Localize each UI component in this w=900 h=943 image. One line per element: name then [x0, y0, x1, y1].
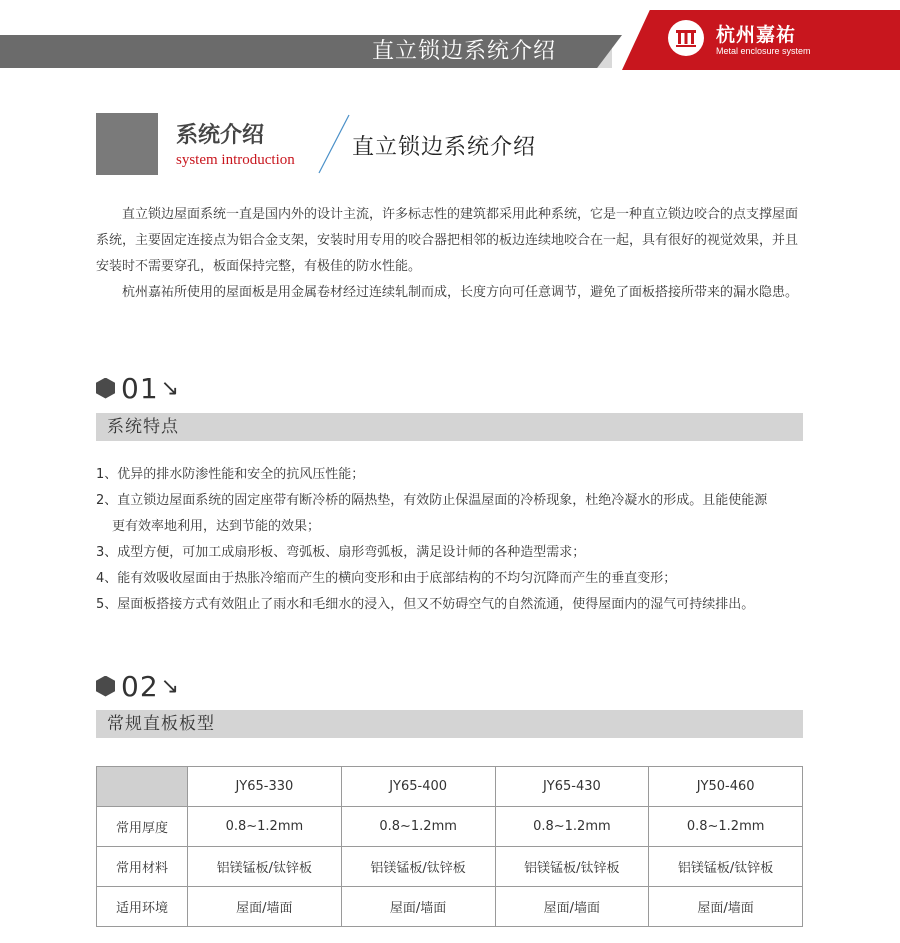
intro-decor-block — [96, 113, 158, 175]
table-cell: 屋面/墙面 — [341, 887, 495, 927]
feature-item: 3、成型方便，可加工成扇形板、弯弧板、扇形弯弧板，满足设计师的各种造型需求； — [96, 545, 586, 560]
slash-divider-icon — [316, 113, 352, 175]
arrow-down-right-icon: ↘ — [160, 673, 180, 699]
table-cell: 屋面/墙面 — [649, 887, 803, 927]
feature-item-continued: 更有效率地利用，达到节能的效果； — [112, 519, 321, 534]
intro-paragraph: 直立锁边屋面系统一直是国内外的设计主流，许多标志性的建筑都采用此种系统，它是一种直立锁边咬合的点支撑屋面系统，主要固定连接点为铝合金支架，安装时用专用的咬合器把相邻的板边连续地咬合在一起，具有很好的视觉效果，并且安装时不需要穿孔，板面保持完整，有极佳的防水性能。 — [96, 207, 799, 274]
table-row — [97, 887, 803, 927]
feature-list — [96, 462, 808, 618]
intro-title: 直立锁边系统介绍 — [352, 135, 537, 160]
feature-item: 5、屋面板搭接方式有效阻止了雨水和毛细水的浸入，但又不妨碍空气的自然流通，使得屋面内的湿气可持续排出。 — [96, 597, 755, 612]
table-cell: 铝镁锰板/钛锌板 — [649, 847, 803, 887]
table-row — [97, 847, 803, 887]
table-row-header: 常用材料 — [97, 847, 188, 887]
intro-heading-english: system introduction — [176, 152, 295, 168]
table-row-header: 常用厚度 — [97, 807, 188, 847]
spec-table — [96, 766, 803, 927]
table-cell: 0.8~1.2mm — [188, 807, 342, 847]
table-cell: 铝镁锰板/钛锌板 — [495, 847, 649, 887]
section-number-01 — [96, 372, 179, 404]
page-title: 直立锁边系统介绍 — [372, 39, 557, 64]
table-header-cell — [97, 767, 188, 807]
table-cell: 铝镁锰板/钛锌板 — [188, 847, 342, 887]
hexagon-icon — [96, 676, 115, 697]
table-header-cell: JY50-460 — [649, 767, 803, 807]
section-label: 常规直板板型 — [107, 714, 215, 734]
table-cell: 屋面/墙面 — [188, 887, 342, 927]
section-label: 系统特点 — [107, 417, 179, 437]
table-row-header: 适用环境 — [97, 887, 188, 927]
section-bar — [96, 710, 803, 738]
table-header-cell: JY65-330 — [188, 767, 342, 807]
section-number-02 — [96, 670, 179, 702]
table-cell: 0.8~1.2mm — [341, 807, 495, 847]
table-header-cell: JY65-400 — [341, 767, 495, 807]
brand-subtitle: Metal enclosure system — [716, 46, 811, 56]
brand-name: 杭州嘉祐 — [716, 24, 797, 46]
feature-item: 4、能有效吸收屋面由于热胀冷缩而产生的横向变形和由于底部结构的不均匀沉降而产生的垂直变形； — [96, 571, 677, 586]
feature-item: 1、优异的排水防渗性能和安全的抗风压性能； — [96, 467, 365, 482]
intro-paragraph: 杭州嘉祐所使用的屋面板是用金属卷材经过连续轧制而成，长度方向可任意调节，避免了面板搭接所带来的漏水隐患。 — [122, 285, 799, 300]
section-bar — [96, 413, 803, 441]
table-cell: 0.8~1.2mm — [649, 807, 803, 847]
section-number: 02 — [121, 669, 159, 703]
hexagon-icon — [96, 378, 115, 399]
intro-heading: 系统介绍 — [176, 123, 265, 148]
table-cell: 0.8~1.2mm — [495, 807, 649, 847]
arrow-down-right-icon: ↘ — [160, 375, 180, 401]
section-number: 01 — [121, 371, 159, 405]
table-cell: 屋面/墙面 — [495, 887, 649, 927]
brand-logo-icon — [668, 20, 704, 56]
table-cell: 铝镁锰板/钛锌板 — [341, 847, 495, 887]
table-row — [97, 807, 803, 847]
table-header-cell: JY65-430 — [495, 767, 649, 807]
feature-item: 2、直立锁边屋面系统的固定座带有断冷桥的隔热垫，有效防止保温屋面的冷桥现象，杜绝冷凝水的形成。且能使能源 — [96, 493, 768, 508]
table-header-row — [97, 767, 803, 807]
